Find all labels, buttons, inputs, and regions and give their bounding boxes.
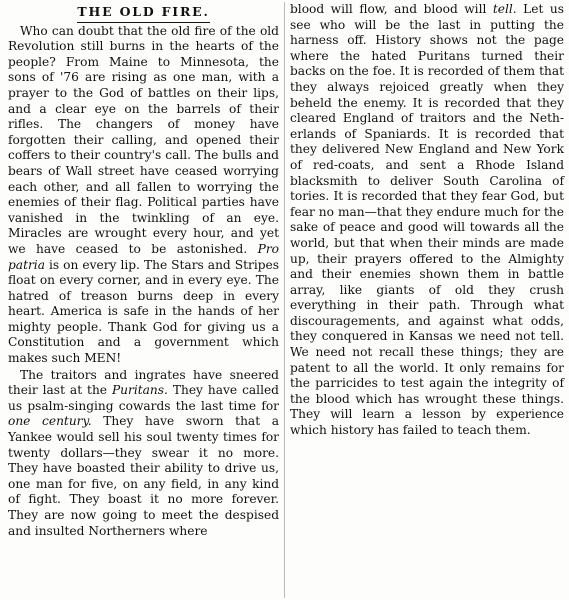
right-p1-text-b: Let us see who will be the last in putting the harness off. History shows not the page where the hated Puritans turned their backs on the foe. It is recorded of them that they always rejoiced greatly when they beheld the enemy. It is recorded that they cleared England of traitors and the Neth-erlands of Spaniards. It is recorded that they delivered New England and New York of red-coats, and sent a Rhode Island blacksmith to deliver South Carolina of tories. It is recorded that they fear God, but fear no man—that they endure much for the sake of peace and good will towards all the world, but that when their minds are made up, their prayers offered to the Almighty and their enemies shown them in battle array, like giants of old they crush everything in their path. Through what discouragements, and against what odds, they conquered in Kansas we need not tell. We need not recall these things; they are patent to all the world. It only remains for the parricides to test again the integrity of the blood which has wrought these things. They will learn a lesson by experience which history has failed to teach them. [290, 2, 564, 438]
left-column [8, 4, 279, 539]
column-divider [284, 2, 285, 598]
article-headline: THE OLD FIRE. [77, 4, 209, 23]
headline-wrap [8, 4, 279, 23]
left-p2-text-b: They have called us psalm-singing cowards the last time for [8, 383, 279, 413]
left-p2-text-c: They have sworn that a Yankee would sell his soul twenty times for twenty dollars—they swear it no more. They have boasted their ability to drive us, one man for five, on any field, in any kind of fight. They boast it no more forever. They are now going to meet the despised and insulted Northerners where [8, 414, 279, 538]
left-p2-italic-2: one century. [8, 414, 92, 429]
right-paragraph-1 [290, 2, 564, 439]
right-column [290, 2, 564, 439]
right-p1-text-a: blood will flow, and blood will [290, 2, 493, 16]
left-p1-italic: Pro patria [8, 241, 279, 272]
left-p1-text-b: is on every lip. The Stars and Stripes float on every corner, and in every eye. The hatred of treason burns deep in every heart. America is safe in the hands of her mighty people. Thank God for giving us a Constitution and a government which makes such MEN! [8, 257, 279, 366]
left-p2-text-a: The traitors and ingrates have sneered their last at the [8, 367, 279, 398]
left-paragraph-1 [8, 24, 279, 367]
right-p1-italic: tell. [492, 2, 517, 16]
left-p1-text-a: Who can doubt that the old fire of the old Revolution still burns in the hearts of the people? From Maine to Minnesota, the sons of '76 are rising as one man, with a prayer to the God of battles on their lips, and a clear eye on the barrels of their rifles. The changers of money have forgotten their calling, and opened their coffers to their country's call. The bulls and bears of Wall street have ceased worrying each other, and all fallen to worrying the enemies of their flag. Political parties have vanished in the twinkling of an eye. Miracles are wrought every hour, and yet we have ceased to be astonished. [8, 23, 279, 256]
left-p2-italic-1: Puritans. [111, 383, 168, 398]
left-paragraph-2 [8, 368, 279, 540]
